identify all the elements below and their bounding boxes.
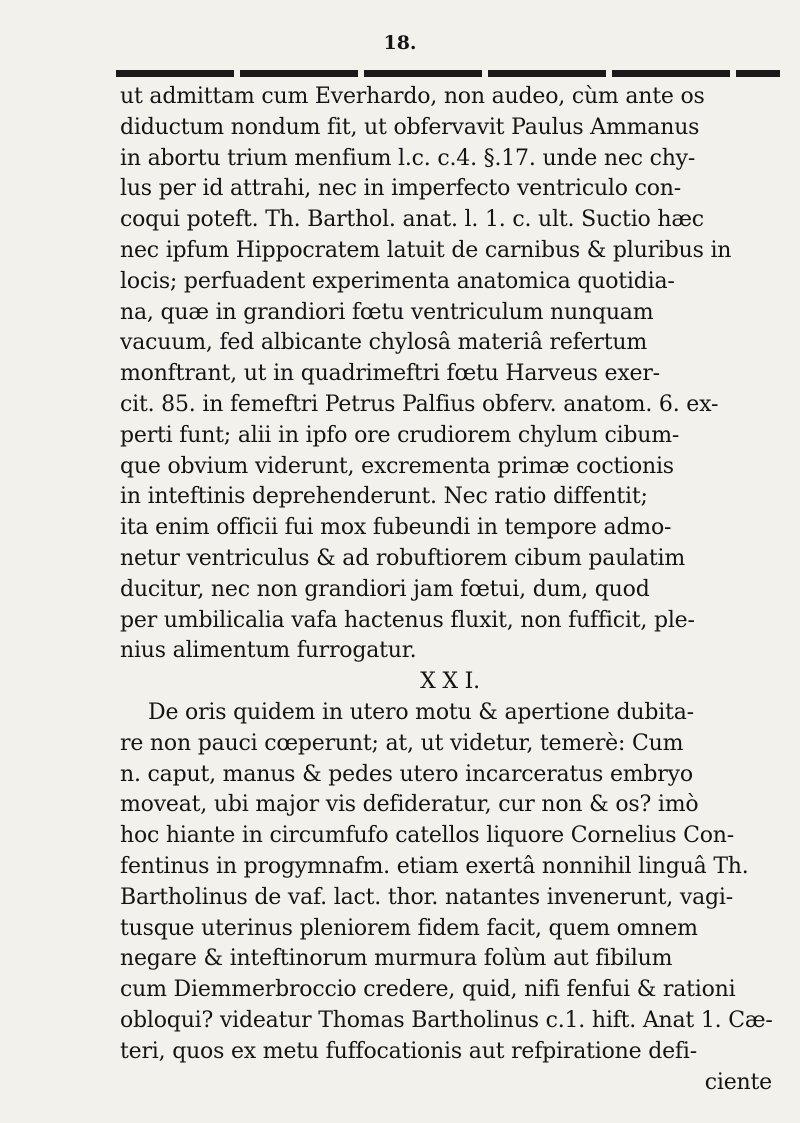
section-number: X X I. — [420, 669, 480, 695]
text-line: locis; perfuadent experimenta anatomica quotidia- — [120, 268, 675, 294]
text-line: coqui poteft. Th. Barthol. anat. l. 1. c. ult. Suctio hæc — [120, 207, 704, 233]
text-line: ut admittam cum Everhardo, non audeo, cùm ante os — [120, 84, 705, 109]
text-line: cit. 85. in femeftri Petrus Palfius obferv. anatom. 6. ex- — [120, 391, 719, 417]
text-line: in inteftinis deprehenderunt. Nec ratio diffentit; — [120, 484, 648, 510]
text-line: cum Diemmerbroccio credere, quid, nifi fenfui & rationi — [120, 977, 736, 1003]
text-line: hoc hiante in circumfufo catellos liquore Cornelius Con- — [120, 823, 734, 849]
catchword: ciente — [704, 1069, 772, 1095]
text-line: Bartholinus de vaf. lact. thor. natantes invenerunt, vagi- — [120, 884, 733, 910]
text-line: ducitur, nec non grandiori jam fœtui, dum, quod — [120, 576, 650, 602]
text-line: na, quæ in grandiori fœtu ventriculum nunquam — [120, 299, 654, 325]
text-line: De oris quidem in utero motu & apertione dubita- — [148, 699, 694, 725]
decorative-rule — [116, 70, 780, 77]
text-line: nius alimentum furrogatur. — [120, 638, 417, 664]
text-line: ita enim officii fui mox fubeundi in tempore admo- — [120, 515, 672, 541]
text-line: moveat, ubi major vis defideratur, cur non & os? imò — [120, 792, 699, 818]
text-line: lus per id attrahi, nec in imperfecto ventriculo con- — [120, 176, 681, 202]
text-line: in abortu trium menfium l.c. c.4. §.17. unde nec chy- — [120, 145, 696, 171]
text-line: vacuum, fed albicante chylosâ materiâ refertum — [120, 330, 648, 356]
text-line: obloqui? videatur Thomas Bartholinus c.1. hift. Anat 1. Cæ- — [120, 1007, 773, 1033]
page-number: 18. — [383, 32, 417, 54]
text-line: negare & inteftinorum murmura folùm aut fibilum — [120, 946, 673, 972]
text-line: que obvium viderunt, excrementa primæ coctionis — [120, 453, 674, 479]
text-line: fentinus in progymnafm. etiam exertâ nonnihil linguâ Th. — [120, 853, 749, 879]
text-line: perti funt; alii in ipfo ore crudiorem chylum cibum- — [120, 422, 680, 448]
text-line: diductum nondum fit, ut obfervavit Paulus Ammanus — [120, 114, 700, 140]
page-text — [120, 82, 780, 1098]
text-line: nec ipfum Hippocratem latuit de carnibus & pluribus in — [120, 237, 732, 263]
text-line: monftrant, ut in quadrimeftri fœtu Harveus exer- — [120, 361, 660, 387]
text-line: re non pauci cœperunt; at, ut videtur, temerè: Cum — [120, 730, 684, 756]
text-line: tusque uterinus pleniorem fidem facit, quem omnem — [120, 915, 698, 941]
text-line: per umbilicalia vafa hactenus fluxit, non fufficit, ple- — [120, 607, 695, 633]
text-line: n. caput, manus & pedes utero incarceratus embryo — [120, 761, 693, 787]
text-line: teri, quos ex metu fuffocationis aut refpiratione defi- — [120, 1038, 697, 1064]
text-line: netur ventriculus & ad robuftiorem cibum paulatim — [120, 545, 686, 571]
